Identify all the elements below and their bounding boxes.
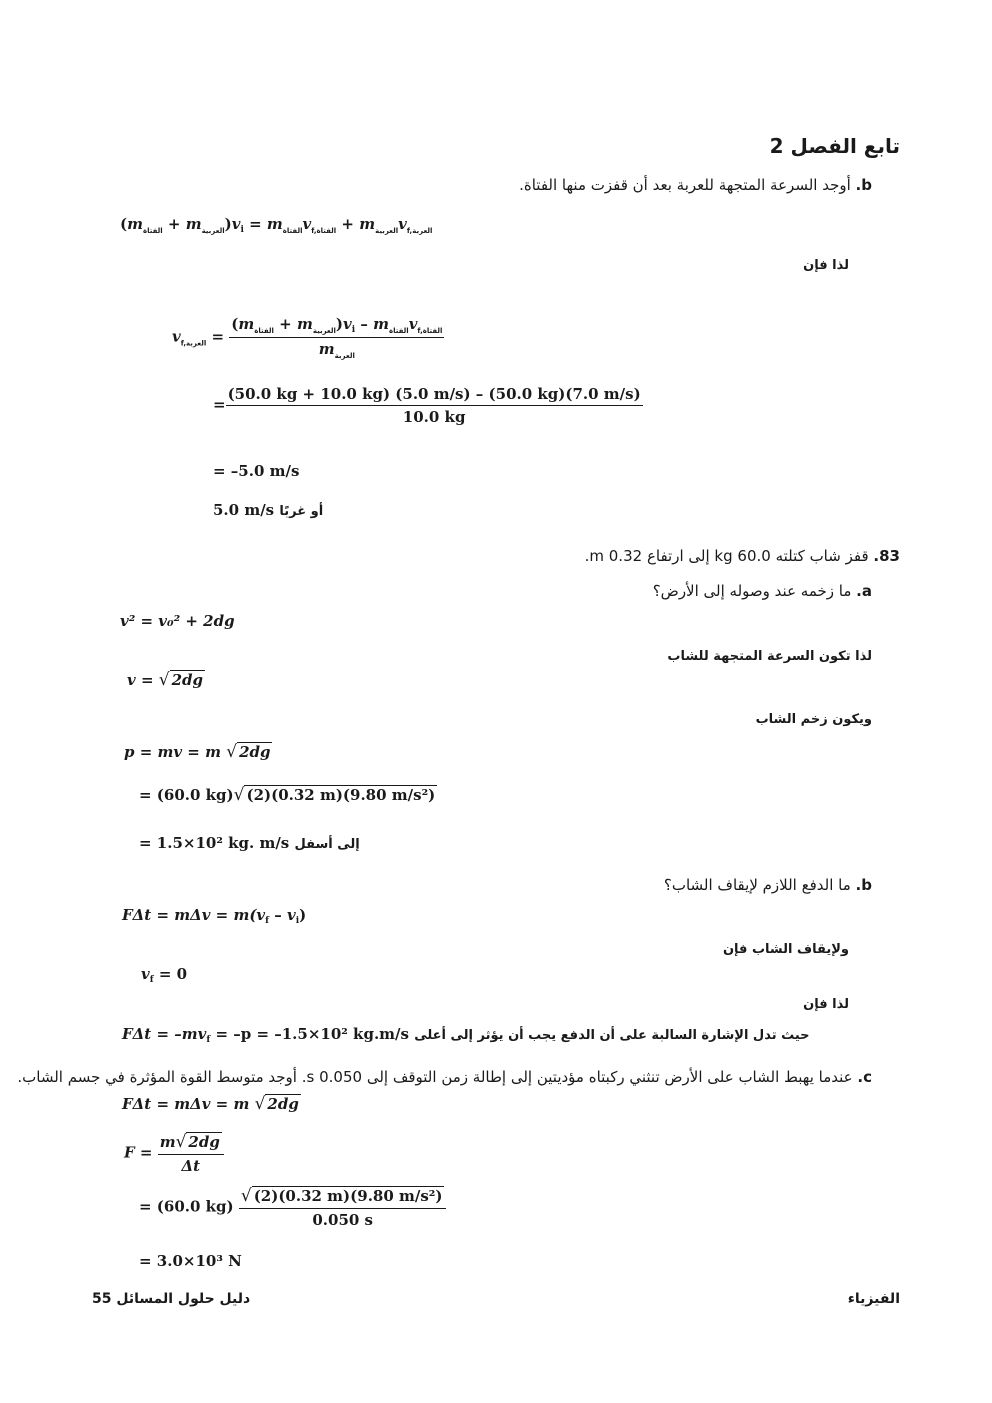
cart-subscript: العربية — [312, 327, 336, 335]
girl-subscript: الفتاة — [282, 227, 303, 235]
girl-subscript: الفتاة — [142, 227, 163, 235]
problem-83-text: قفز شاب كتلته 60.0 kg إلى ارتفاع 0.32 m. — [584, 547, 869, 565]
question-a-label: a. — [856, 582, 872, 600]
final-velocity-zero: $v_f = 0$ — [141, 965, 188, 985]
velocity-equation: v = √ 2dg — [127, 670, 203, 690]
cart-velocity-fraction: $\frac{(m_{الفتاة} + m_{العربية})v_i - m_{الفتاة}v_{f,الفتاة}}{m_{العربة}}$ — [231, 315, 443, 360]
cart-final-subscript: f,العربة — [180, 339, 207, 348]
guide-title: دليل حلول المسائل — [116, 1291, 251, 1307]
question-c-text: عندما يهبط الشاب على الأرض تنثني ركبتاه مؤديتين إلى إطالة زمن التوقف إلى 0.050 s. أوجد متوسط القوة المؤثرة في جسم الشاب. — [17, 1068, 853, 1086]
momentum-numbers: = (60.0 kg)√ (2)(0.32 m)(9.80 m/s²) — [139, 785, 436, 805]
numbers-numerator: (50.0 kg + 10.0 kg) (5.0 m/s) – (50.0 kg)(7.0 m/s) — [226, 385, 643, 406]
so-label-2: لذا فإن — [803, 997, 849, 1012]
force-result: = 3.0×10³ N — [139, 1252, 242, 1270]
momentum-result-value: = 1.5×10² kg. m/s — [139, 834, 290, 852]
cart-velocity-result: = –5.0 m/s — [213, 462, 300, 480]
velocity-label: لذا تكون السرعة المتجهة للشاب — [667, 649, 872, 664]
impulse-note: حيث تدل الإشارة السالبة على أن الدفع يجب أن يؤثر إلى أعلى — [414, 1028, 810, 1043]
cart-subscript: العربية — [201, 227, 225, 235]
kinematics-equation: v² = v₀² + 2dg — [120, 612, 235, 630]
impulse-equation: $F\Delta t = m\Delta v = m(v_f - v_i)$ — [122, 906, 307, 926]
cart-velocity-formula: $v_{f,العربة}$ = $\frac{(m_{الفتاة} + m_{العربية})v_i - m_{الفتاة}v_{f,الفتاة}}{m_{العربة}}$ — [172, 315, 443, 360]
force-formula: F = $\frac{m√ 2dg}{\Delta t}$ — [124, 1132, 224, 1175]
momentum-equation: p = mv = m √ 2dg — [124, 742, 271, 762]
question-b1 — [519, 176, 872, 194]
momentum-label: ويكون زخم الشاب — [755, 712, 872, 727]
cart-velocity-numbers: = $\frac{(50.0 kg + 10.0 kg) (5.0 m/s) - (50.0 kg)(7.0 m/s)}{10.0 kg}$ — [213, 385, 641, 426]
numbers-denominator: 10.0 kg — [402, 408, 466, 426]
momentum-conservation-equation: $(m_{الفتاة} + m_{العربية})v_i = m_{الفتاة}v_{f,الفتاة} + m_{العربية}v_{f,العربة}$ — [120, 215, 433, 235]
problem-83 — [585, 547, 900, 565]
force-formula-fraction: $\frac{m√ 2dg}{\Delta t}$ — [158, 1132, 224, 1175]
force-impulse-equation: FΔt = mΔv = m √ 2dg — [122, 1094, 299, 1114]
footer-guide — [92, 1291, 250, 1307]
cart-velocity-result-alt — [213, 501, 323, 519]
girl-subscript: الفتاة — [389, 327, 409, 335]
result-alt-value: 5.0 m/s — [213, 501, 275, 519]
girl-subscript: الفتاة — [254, 327, 274, 335]
result-alt-word: أو غربًا — [279, 504, 324, 519]
force-numbers-fraction: $\frac{\text{√ (2)(0.32 m)(9.80 m/s²)}}{0.050 s}$ — [239, 1186, 447, 1229]
force-numbers: = (60.0 kg) $\frac{\text{√ (2)(0.32 m)(9.80 m/s²)}}{0.050 s}$ — [139, 1186, 446, 1229]
momentum-result — [139, 834, 360, 852]
question-b2 — [664, 876, 872, 894]
question-b1-text: أوجد السرعة المتجهة للعربة بعد أن قفزت منها الفتاة. — [519, 176, 851, 194]
cart-final-subscript: f,العربة — [406, 227, 433, 235]
question-b2-text: ما الدفع اللازم لإيقاف الشاب؟ — [663, 876, 851, 894]
cart-subscript: العربة — [334, 352, 355, 360]
momentum-direction: إلى أسفل — [294, 837, 360, 852]
question-c — [17, 1068, 872, 1086]
question-b2-label: b. — [855, 876, 872, 894]
cart-velocity-numbers-fraction — [226, 385, 643, 426]
impulse-result: $F\Delta t = -mv_f = -p = -1.5\times 10^2$ kg.m/s حيث تدل الإشارة السالبة على أن الدفع يجب أن يؤثر إلى أعلى — [122, 1025, 810, 1045]
cart-subscript: العربية — [375, 227, 399, 235]
problem-number: 83. — [873, 547, 900, 565]
girl-final-subscript: f,الفتاة — [417, 327, 443, 335]
footer-subject: الفيزياء — [847, 1291, 900, 1307]
question-b1-label: b. — [855, 176, 872, 194]
so-label: لذا فإن — [803, 258, 849, 273]
girl-final-subscript: f,الفتاة — [311, 227, 337, 235]
question-a — [653, 582, 872, 600]
question-c-label: c. — [857, 1068, 872, 1086]
chapter-title: تابع الفصل 2 — [769, 134, 900, 158]
page-number: 55 — [92, 1291, 112, 1307]
stop-label: ولإيقاف الشاب فإن — [722, 942, 849, 957]
question-a-text: ما زخمه عند وصوله إلى الأرض؟ — [652, 582, 852, 600]
